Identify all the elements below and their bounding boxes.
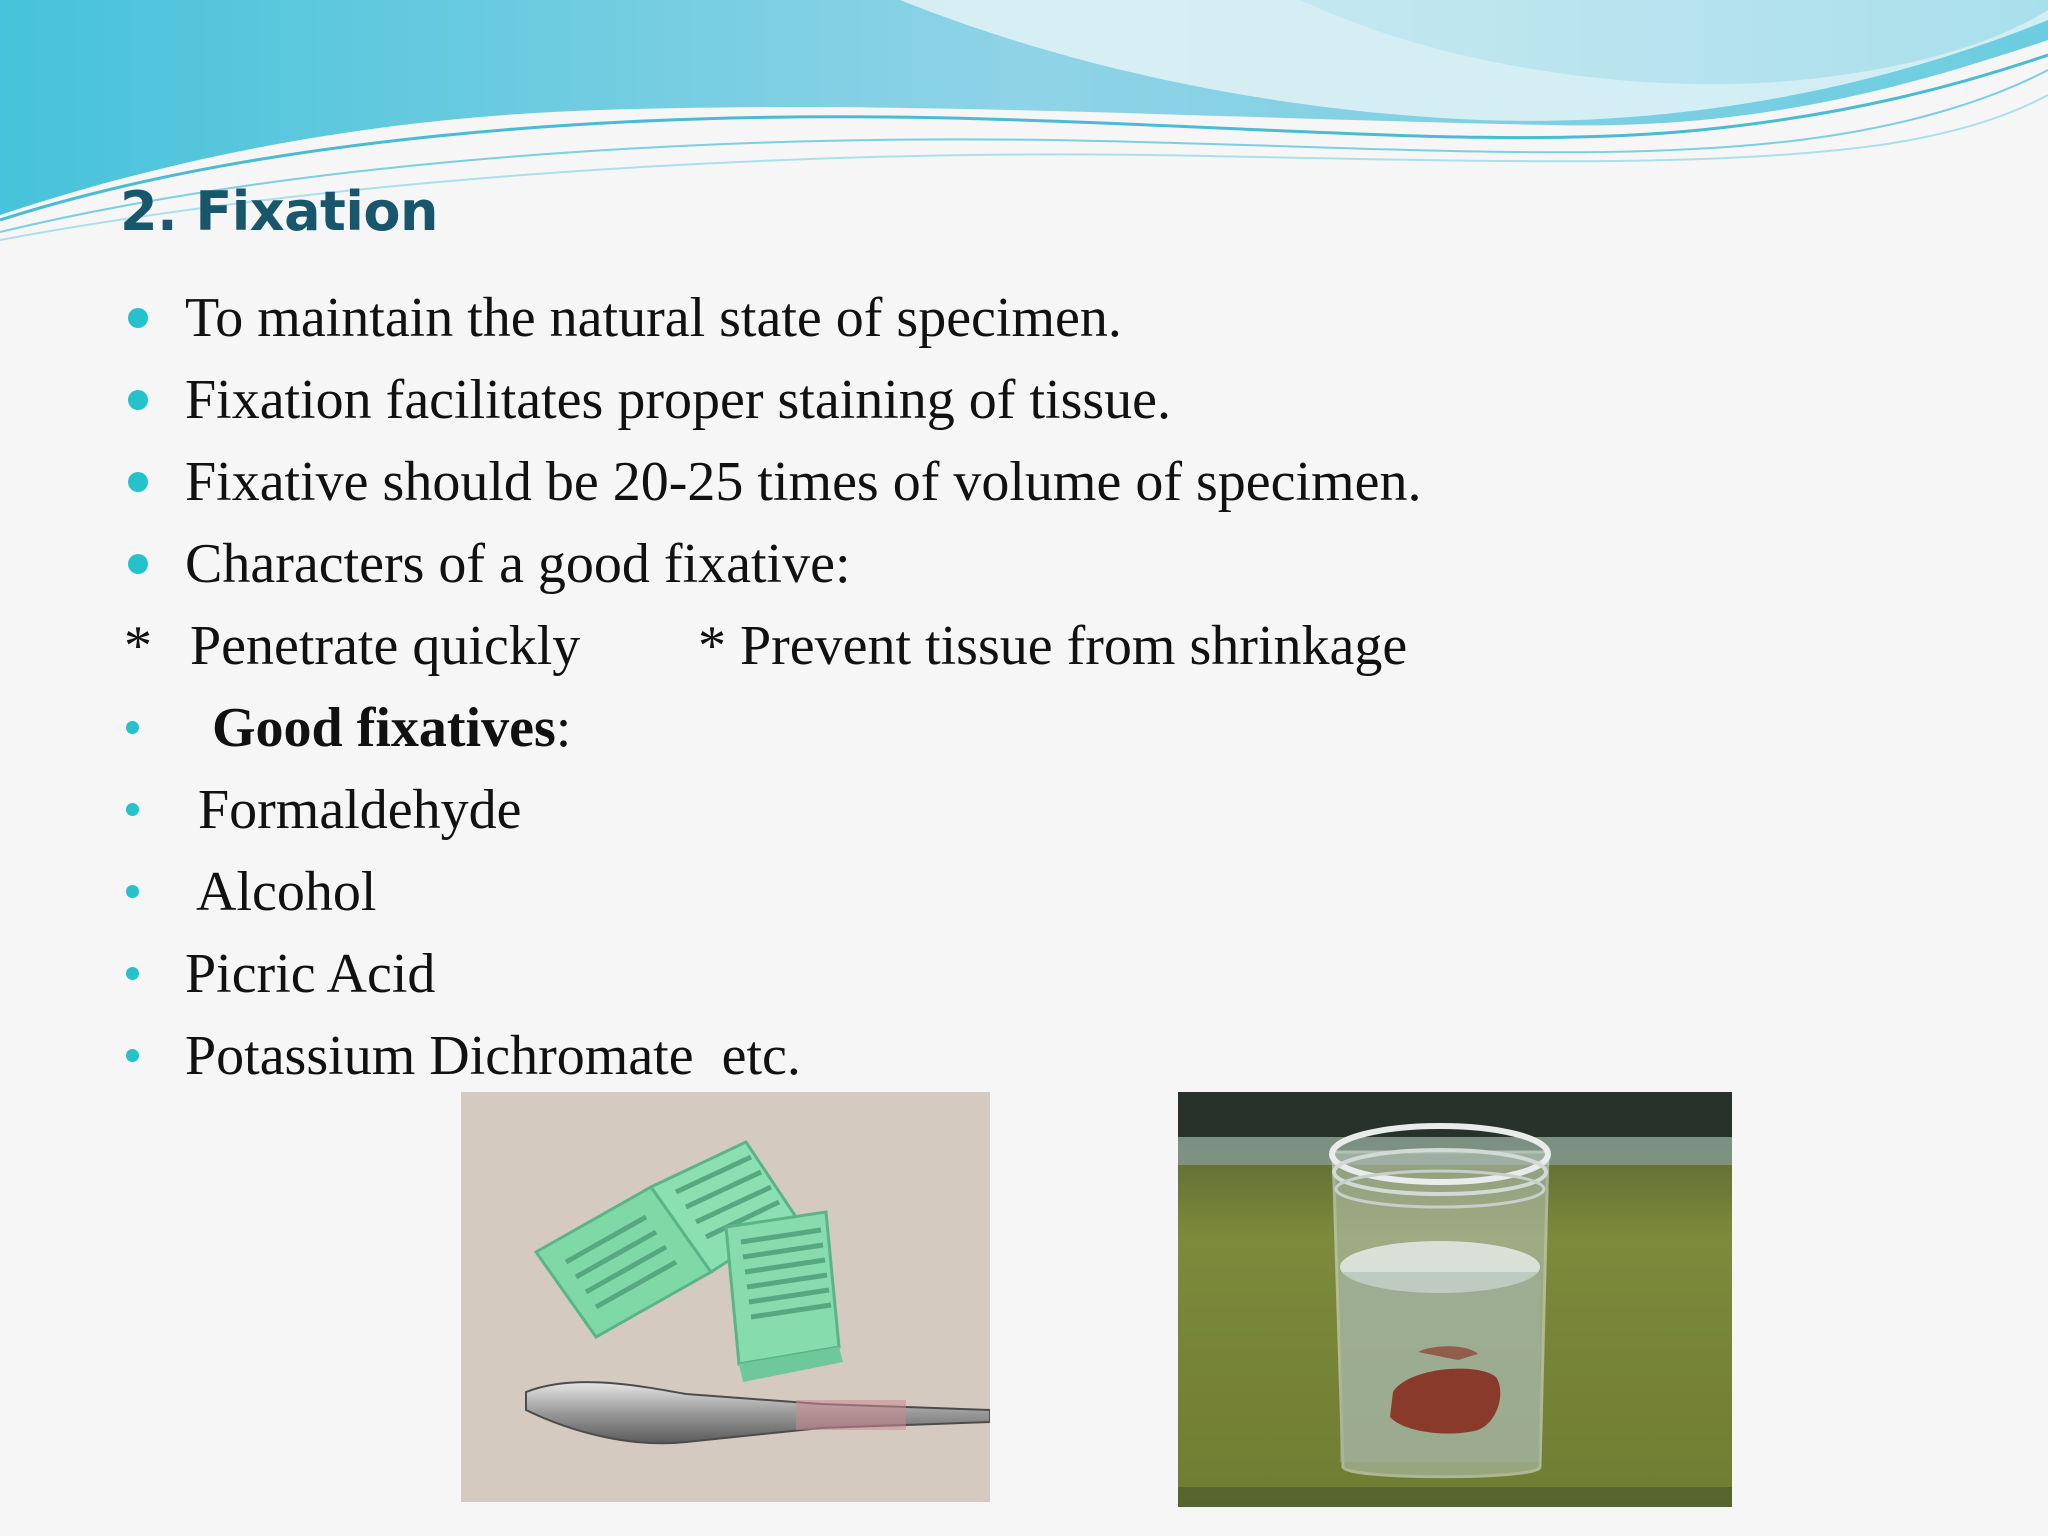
slide: 2. Fixation To maintain the natural state of specimen. Fixation facilitates proper staining of tissue. Fixative should be 20-25 times of volume of specimen. Characters of a good fixative: * Penetrate quickly * Prevent tissue from shrinkage Good fixatives: Formaldehyde Alcohol Picric Acid Potassium Dichromate etc.: [0, 0, 2048, 1536]
bullet-icon: [128, 308, 148, 328]
character-prevent-shrinkage: * Prevent tissue from shrinkage: [698, 615, 1408, 677]
bullet-icon: [126, 721, 139, 734]
character-penetrate: Penetrate quickly: [190, 615, 581, 677]
specimen-jar-photo: [1178, 1092, 1732, 1507]
bullet-icon: [126, 885, 139, 898]
asterisk-marker: *: [124, 615, 152, 677]
cassettes-scalpel-photo: [461, 1092, 990, 1502]
bullet-icon: [126, 967, 139, 980]
bullet-icon: [128, 472, 148, 492]
bullet-icon: [128, 390, 148, 410]
closed-cassette-shape: [726, 1212, 843, 1382]
bullet-icon: [126, 1049, 139, 1062]
bullet-icon: [126, 803, 139, 816]
bullet-icon: [128, 554, 148, 574]
slide-title: 2. Fixation: [120, 180, 438, 243]
